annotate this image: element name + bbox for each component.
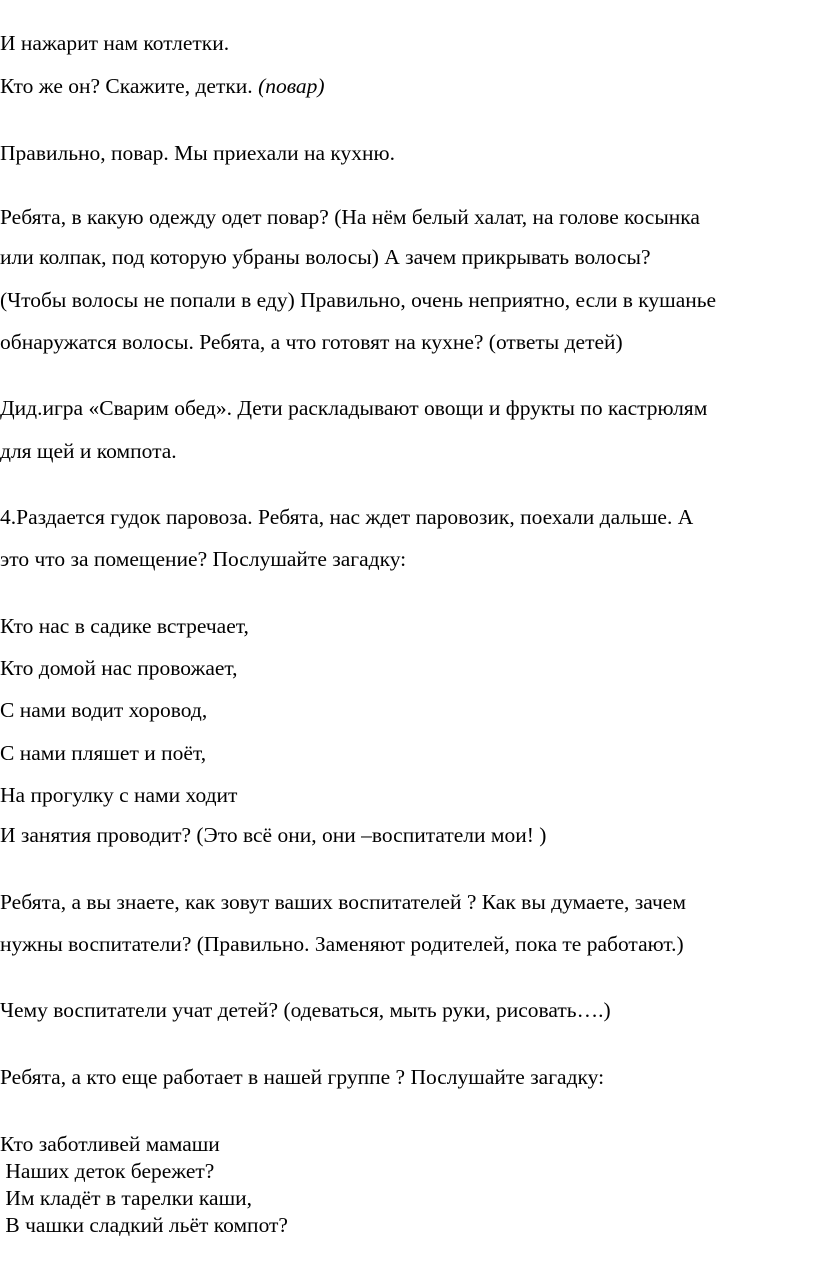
poem-line: Кто домой нас провожает, bbox=[0, 656, 238, 680]
text-line: (Чтобы волосы не попали в еду) Правильно, очень неприятно, если в кушанье bbox=[0, 288, 717, 312]
text-line: Правильно, повар. Мы приехали на кухню. bbox=[0, 141, 395, 165]
text-line: Ребята, а кто еще работает в нашей группе ? Послушайте загадку: bbox=[0, 1065, 605, 1089]
text-line: это что за помещение? Послушайте загадку: bbox=[0, 547, 407, 571]
text-line: Чему воспитатели учат детей? (одеваться, мыть руки, рисовать….) bbox=[0, 998, 611, 1022]
poem-line: Им кладёт в тарелки каши, bbox=[0, 1186, 253, 1210]
text-line: И нажарит нам котлетки. bbox=[0, 31, 230, 55]
poem-line: Кто нас в садике встречает, bbox=[0, 614, 249, 638]
text-span: Кто же он? Скажите, детки. bbox=[0, 74, 259, 98]
text-line: для щей и компота. bbox=[0, 439, 177, 463]
poem-line: И занятия проводит? (Это всё они, они –воспитатели мои! ) bbox=[0, 823, 547, 847]
text-line bbox=[0, 76, 325, 98]
poem-line: С нами водит хоровод, bbox=[0, 698, 208, 722]
answer-emphasis: (повар) bbox=[258, 74, 325, 98]
text-line: 4.Раздается гудок паровоза. Ребята, нас ждет паровозик, поехали дальше. А bbox=[0, 505, 694, 529]
poem-line: Наших деток бережет? bbox=[0, 1159, 215, 1183]
text-line: нужны воспитатели? (Правильно. Заменяют родителей, пока те работают.) bbox=[0, 932, 684, 956]
text-line: обнаружатся волосы. Ребята, а что готовят на кухне? (ответы детей) bbox=[0, 330, 623, 354]
poem-line: С нами пляшет и поёт, bbox=[0, 741, 207, 765]
poem-line: На прогулку с нами ходит bbox=[0, 783, 238, 807]
poem-line: Кто заботливей мамаши bbox=[0, 1132, 220, 1156]
text-line: или колпак, под которую убраны волосы) А зачем прикрывать волосы? bbox=[0, 245, 651, 269]
text-line: Дид.игра «Сварим обед». Дети раскладывают овощи и фрукты по кастрюлям bbox=[0, 396, 708, 420]
text-line: Ребята, а вы знаете, как зовут ваших воспитателей ? Как вы думаете, зачем bbox=[0, 890, 686, 914]
text-line: Ребята, в какую одежду одет повар? (На нём белый халат, на голове косынка bbox=[0, 205, 700, 229]
poem-line: В чашки сладкий льёт компот? bbox=[0, 1213, 288, 1237]
